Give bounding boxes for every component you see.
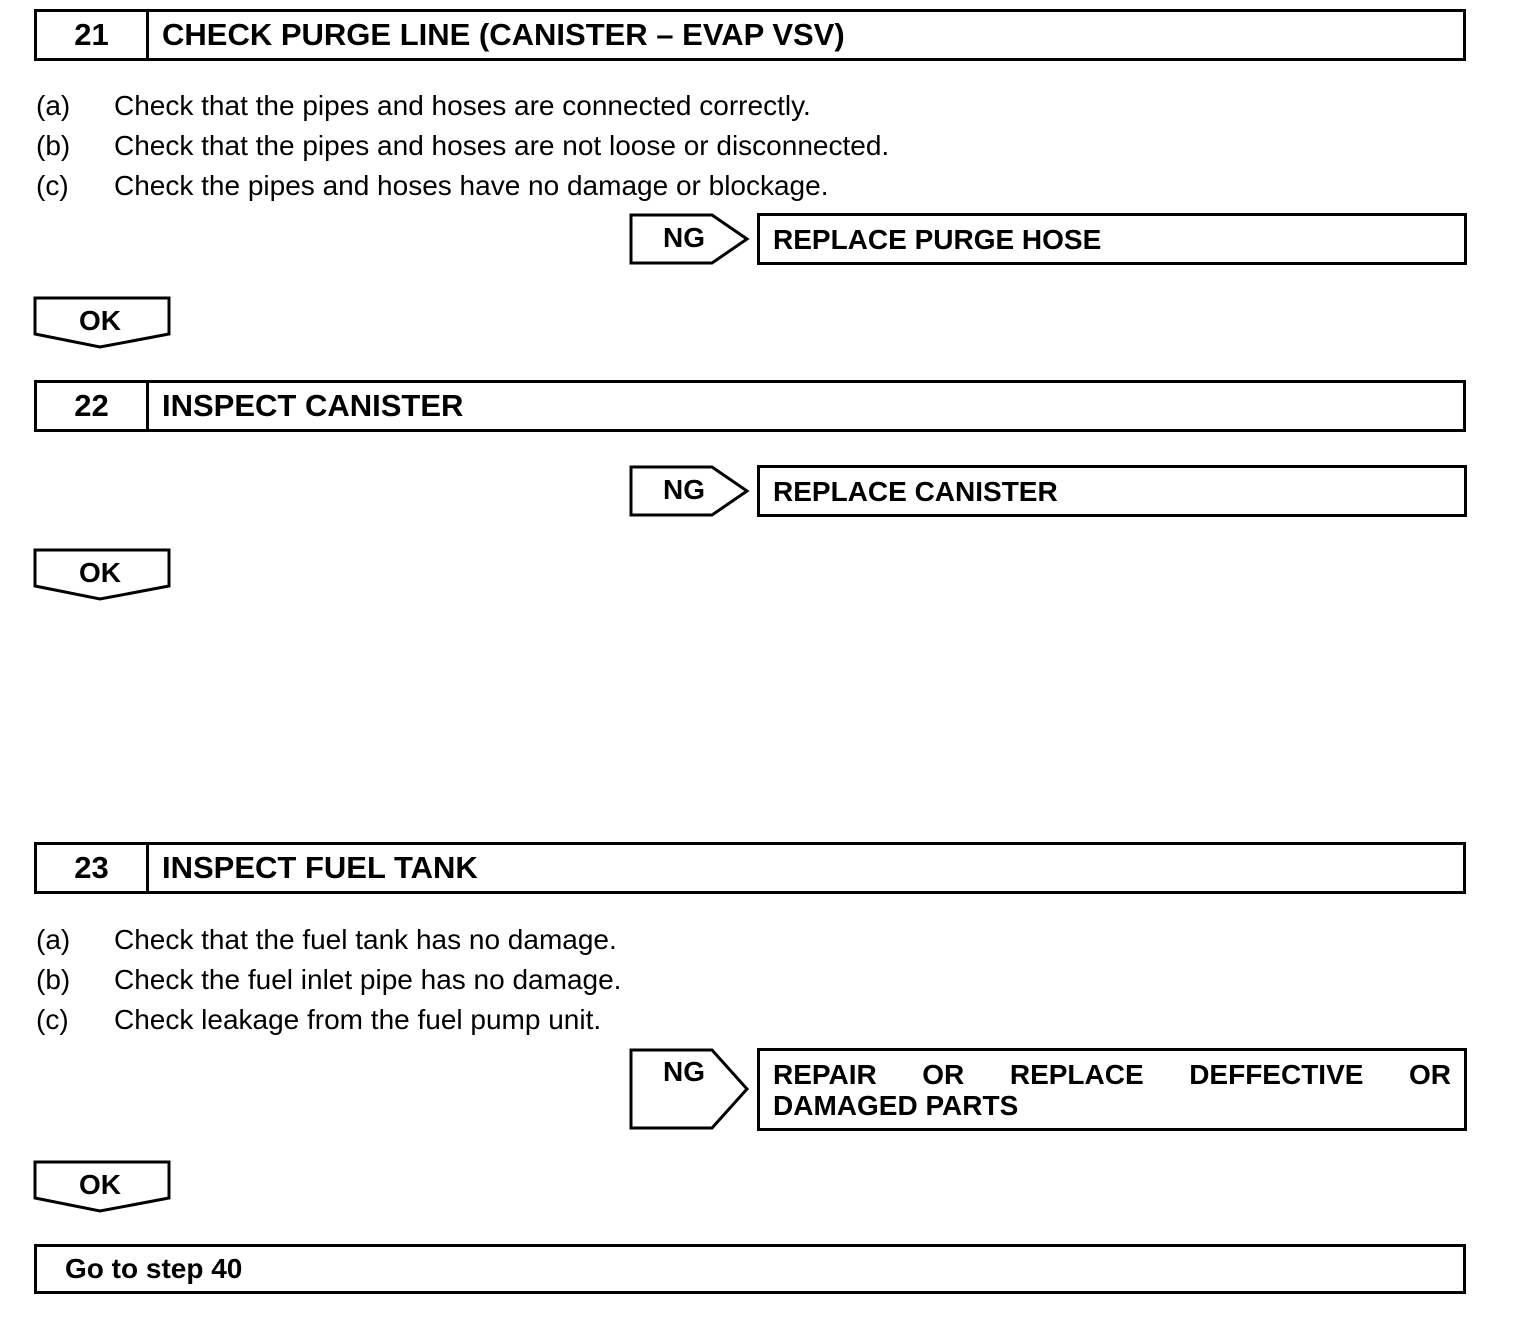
step-title: INSPECT CANISTER — [162, 388, 464, 423]
instruction-label: (b) — [36, 964, 71, 995]
go-to-step-box — [34, 1244, 1466, 1294]
instruction-text: Check leakage from the fuel pump unit. — [114, 1004, 602, 1035]
instruction-label: (a) — [36, 924, 71, 955]
instruction-text: Check that the pipes and hoses are not loose or disconnected. — [114, 130, 890, 161]
instruction-item — [36, 166, 828, 206]
step-number: 23 — [37, 845, 149, 891]
instruction-text: Check the pipes and hoses have no damage or blockage. — [114, 170, 829, 201]
ng-result-line-2: DAMAGED PARTS — [773, 1090, 1019, 1121]
step-title: CHECK PURGE LINE (CANISTER – EVAP VSV) — [162, 17, 845, 52]
ng-label: NG — [663, 1056, 705, 1087]
go-to-step-text: Go to step 40 — [65, 1253, 243, 1284]
ok-label: OK — [79, 305, 121, 336]
ng-result-text — [773, 1059, 1451, 1121]
ng-result-line-1: REPAIR OR REPLACE DEFFECTIVE OR — [773, 1059, 1451, 1090]
instruction-item — [36, 126, 889, 166]
ng-label: NG — [663, 222, 705, 253]
ng-result-text: REPLACE CANISTER — [773, 475, 1058, 507]
step-title: INSPECT FUEL TANK — [162, 850, 478, 885]
instruction-label: (a) — [36, 90, 71, 121]
ng-label: NG — [663, 474, 705, 505]
instruction-item — [36, 86, 811, 126]
ng-result-box — [757, 1048, 1467, 1131]
step-21-header — [34, 9, 1466, 61]
instruction-label: (c) — [36, 1004, 69, 1035]
step-number: 22 — [37, 383, 149, 429]
ng-result-text: REPLACE PURGE HOSE — [773, 223, 1102, 255]
instruction-item — [36, 920, 617, 960]
instruction-text: Check the fuel inlet pipe has no damage. — [114, 964, 622, 995]
step-22-header — [34, 380, 1466, 432]
ng-result-box — [757, 465, 1467, 517]
step-23-header — [34, 842, 1466, 894]
instruction-label: (c) — [36, 170, 69, 201]
ok-label: OK — [79, 557, 121, 588]
instruction-text: Check that the fuel tank has no damage. — [114, 924, 617, 955]
instruction-text: Check that the pipes and hoses are connected correctly. — [114, 90, 811, 121]
instruction-label: (b) — [36, 130, 71, 161]
step-number: 21 — [37, 12, 149, 58]
ok-label: OK — [79, 1169, 121, 1200]
ng-result-box — [757, 213, 1467, 265]
instruction-item — [36, 1000, 601, 1040]
instruction-item — [36, 960, 621, 1000]
